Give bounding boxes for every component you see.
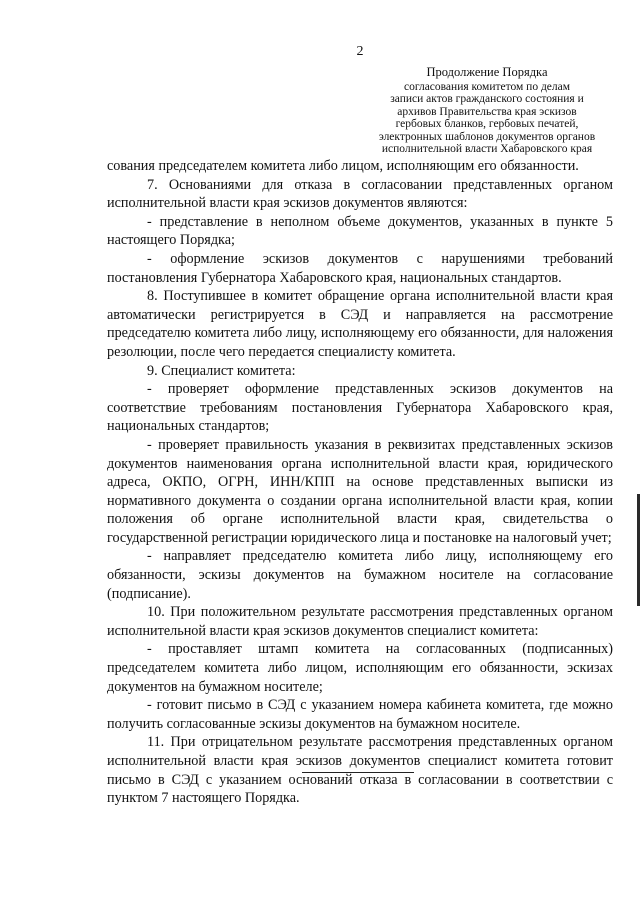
header-title: Продолжение Порядка — [426, 65, 548, 79]
paragraph-item-7: 7. Основаниями для отказа в согласовании представленных органом исполнительной власти края эскизов документов являются: — [107, 176, 613, 212]
paragraph-bullet: - проставляет штамп комитета на согласованных (подписанных) председателем комитета либо лицом, исполняющим его обязанности, эскизах документов на бумажном носителе; — [107, 641, 613, 695]
header-line: исполнительной власти Хабаровского края — [381, 143, 593, 155]
header-line: согласования комитетом по делам — [403, 80, 571, 93]
end-divider — [302, 772, 414, 773]
paragraph-bullet: - готовит письмо в СЭД с указанием номера кабинета комитета, где можно получить согласованные эскизы документов на бумажном носителе. — [107, 697, 613, 732]
paragraph-bullet: - оформление эскизов документов с нарушениями требований постановления Губернатора Хабаровского края, национальных стандартов. — [107, 250, 613, 286]
paragraph-bullet: - представление в неполном объеме документов, указанных в пункте 5 настоящего Порядка; — [107, 213, 613, 249]
document-body — [107, 157, 613, 808]
paragraph-item-10: 10. При положительном результате рассмотрения представленных органом исполнительной власти края эскизов документов специалист комитета: — [107, 604, 613, 639]
paragraph-item-8: 8. Поступившее в комитет обращение органа исполнительной власти края автоматически регистрируется в СЭД и направляется на рассмотрение председателю комитета либо лицу, исполняющему его обязанности, для наложения резолюции, после чего передается специалисту комитета. — [107, 288, 613, 360]
paragraph-bullet: - проверяет оформление представленных эскизов документов на соответствие требованиям постановления Губернатора Хабаровского края, национальных стандартов; — [107, 381, 613, 435]
document-header — [346, 66, 628, 156]
page-number: 2 — [356, 44, 364, 59]
paragraph-bullet: - проверяет правильность указания в реквизитах представленных эскизов документов наименования органа исполнительной власти края, юридического адреса, ОКПО, ОГРН, ИНН/КПП на основе представленных выписки из нормативного документа о создании органа исполнительной власти края, копии положения об органе исполнительной власти края, свидетельства о государственной регистрации юридического лица и постановке на налоговый учет; — [107, 436, 613, 546]
paragraph-continuation: сования председателем комитета либо лицом, исполняющим его обязанности. — [107, 158, 579, 174]
header-line: электронных шаблонов документов органов — [378, 130, 596, 143]
header-line: записи актов гражданского состояния и — [390, 93, 584, 105]
header-line: архивов Правительства края эскизов — [397, 105, 577, 118]
paragraph-item-9: 9. Специалист комитета: — [147, 362, 296, 379]
paragraph-item-11: 11. При отрицательном результате рассмотрения представленных органом исполнительной власти края эскизов документов специалист комитета готовит письмо в СЭД с указанием оснований отказа в согласовании в соответствии с пунктом 7 настоящего Порядка. — [107, 734, 613, 807]
paragraph-bullet: - направляет председателю комитета либо лицу, исполняющему его обязанности, эскизы документов на бумажном носителе на согласование (подписание). — [107, 548, 613, 602]
header-line: гербовых бланков, гербовых печатей, — [395, 118, 579, 130]
